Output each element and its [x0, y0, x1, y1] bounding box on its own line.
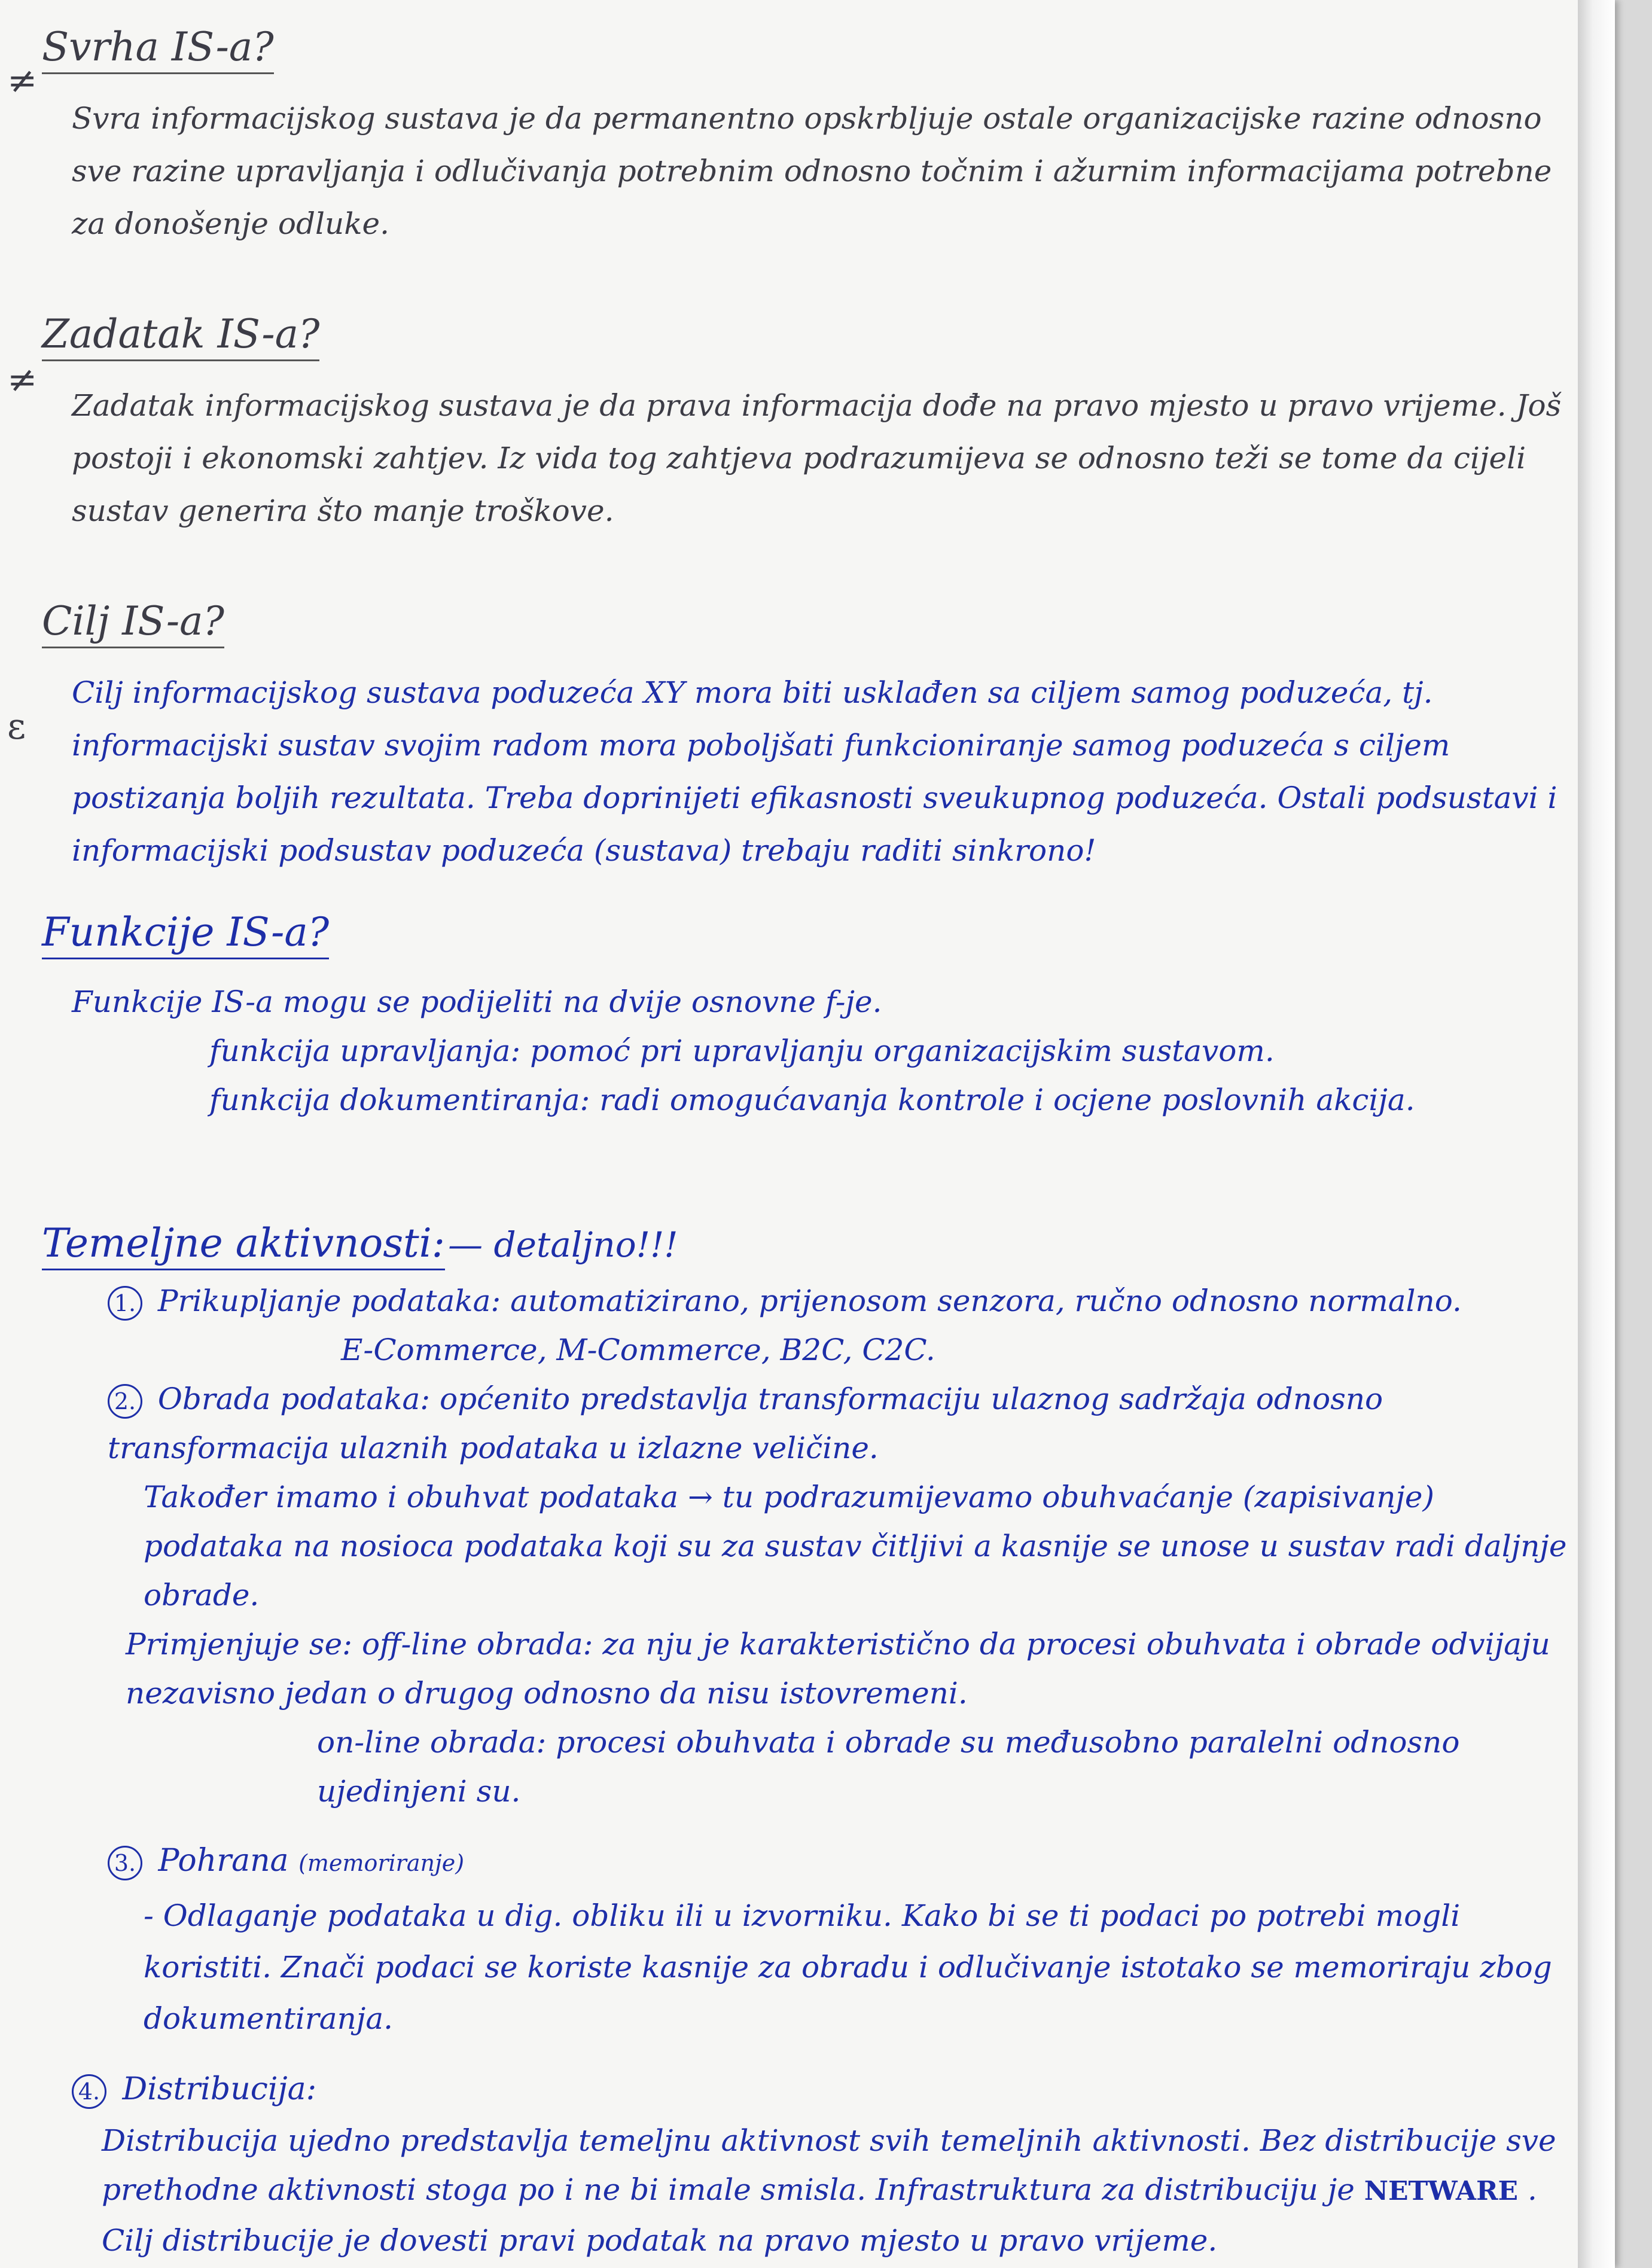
distribucija-text-b: . Cilj distribucije je dovesti pravi podatak na pravo mjesto u pravo vrijeme.: [102, 2172, 1537, 2258]
heading-zadatak: Zadatak IS-a?: [42, 311, 319, 361]
margin-mark: ≠: [7, 60, 38, 102]
heading-svrha: Svrha IS-a?: [42, 24, 274, 74]
activity-text: općenito predstavlja transformaciju ulaznog sadržaja odnosno transformacija ulaznih podataka u izlazne veličine.: [108, 1382, 1383, 1465]
activity-obrada: [108, 1374, 1579, 1473]
heading-cilj: Cilj IS-a?: [42, 598, 224, 648]
number-badge: 1.: [108, 1286, 142, 1321]
text-funkcija-upravljanja: funkcija upravljanja: pomoć pri upravljanju organizacijskim sustavom.: [209, 1034, 1275, 1068]
activity-prikupljanje-sub: E-Commerce, M-Commerce, B2C, C2C.: [341, 1333, 935, 1367]
activity-distribucija: [72, 2062, 1579, 2116]
netware-label: NETWARE: [1364, 2176, 1519, 2206]
activity-distribucija-text: [102, 2116, 1579, 2265]
margin-mark: ≠: [7, 359, 38, 401]
activity-title: Prikupljanje podataka:: [157, 1284, 501, 1318]
text-svrha: Svra informacijskog sustava je da permanentno opskrbljuje ostale organizacijske razine odnosno sve razine upravljanja i odlučivanja potrebnim odnosno točnim i ažurnim informacijama potrebne za donošenje odluke.: [72, 101, 1552, 241]
activity-obrada-offline: [126, 1620, 1579, 1718]
note-detaljno: — detaljno!!!: [448, 1224, 678, 1265]
offline-text: off-line obrada: za nju je karakteristično da procesi obuhvata i obrade odvijaju nezavisno jedan o drugog odnosno da nisu istovremeni.: [126, 1627, 1550, 1711]
activity-title: Distribucija:: [122, 2071, 317, 2107]
activity-pohrana: [108, 1834, 1579, 1890]
activity-obrada-obuhvat: Također imamo i obuhvat podataka → tu podrazumijevamo obuhvaćanje (zapisivanje) podataka na nosioca podataka koji su za sustav čitljivi a kasnije se unose u sustav radi daljnje obrade.: [144, 1480, 1567, 1612]
section-zadatak: [42, 311, 1579, 537]
activity-title: Pohrana: [158, 1843, 289, 1879]
activity-prikupljanje: [108, 1276, 1579, 1325]
distribucija-text-a: Distribucija ujedno predstavlja temeljnu aktivnost svih temeljnih aktivnosti. Bez distribucije sve prethodne aktivnosti stoga po i ne bi imale smisla. Infrastruktura za distribuciju je: [102, 2123, 1556, 2207]
text-funkcija-dokumentiranja: funkcija dokumentiranja: radi omogućavanja kontrole i ocjene poslovnih akcija.: [209, 1083, 1415, 1117]
activity-pohrana-text: - Odlaganje podataka u dig. obliku ili u izvorniku. Kako bi se ti podaci po potrebi mogli koristiti. Znači podaci se koriste kasnije za obradu i odlučivanje istotako se memoriraju zbog dokumentiranja.: [144, 1898, 1552, 2036]
activity-text: automatizirano, prijenosom senzora, ručno odnosno normalno.: [510, 1284, 1462, 1318]
section-funkcije: [42, 909, 1579, 1124]
text-zadatak: Zadatak informacijskog sustava je da prava informacija dođe na pravo mjesto u pravo vrijeme. Još postoji i ekonomski zahtjev. Iz vida tog zahtjeva podrazumijeva se odnosno teži se tome da cijeli sustav generira što manje troškove.: [72, 388, 1562, 528]
text-cilj: Cilj informacijskog sustava poduzeća XY mora biti usklađen sa ciljem samog poduzeća, tj. informacijski sustav svojim radom mora poboljšati funkcioniranje samog poduzeća s ciljem postizanja boljih rezultata. Treba doprinijeti efikasnosti sveukupnog poduzeća. Ostali podsustavi i informacijski podsustav poduzeća (sustava) trebaju raditi sinkrono!: [72, 675, 1557, 868]
scan-edge: [1578, 0, 1615, 2268]
text-funkcije-intro: Funkcije IS-a mogu se podijeliti na dvije osnovne f-je.: [72, 984, 882, 1019]
section-aktivnosti: [42, 1220, 1579, 2265]
heading-funkcije: Funkcije IS-a?: [42, 909, 329, 959]
margin-mark: ɛ: [7, 706, 26, 748]
activity-obrada-online: on-line obrada: procesi obuhvata i obrade su međusobno paralelni odnosno ujedinjeni su.: [317, 1725, 1460, 1809]
apply-label: Primjenjuje se:: [126, 1627, 353, 1662]
section-svrha: [42, 24, 1579, 250]
number-badge: 4.: [72, 2074, 106, 2109]
number-badge: 3.: [108, 1846, 142, 1880]
section-cilj: [42, 598, 1579, 877]
activity-title-note: (memoriranje): [298, 1850, 465, 1876]
number-badge: 2.: [108, 1384, 142, 1419]
activity-title: Obrada podataka:: [157, 1382, 431, 1416]
heading-aktivnosti: Temeljne aktivnosti:: [42, 1220, 445, 1270]
